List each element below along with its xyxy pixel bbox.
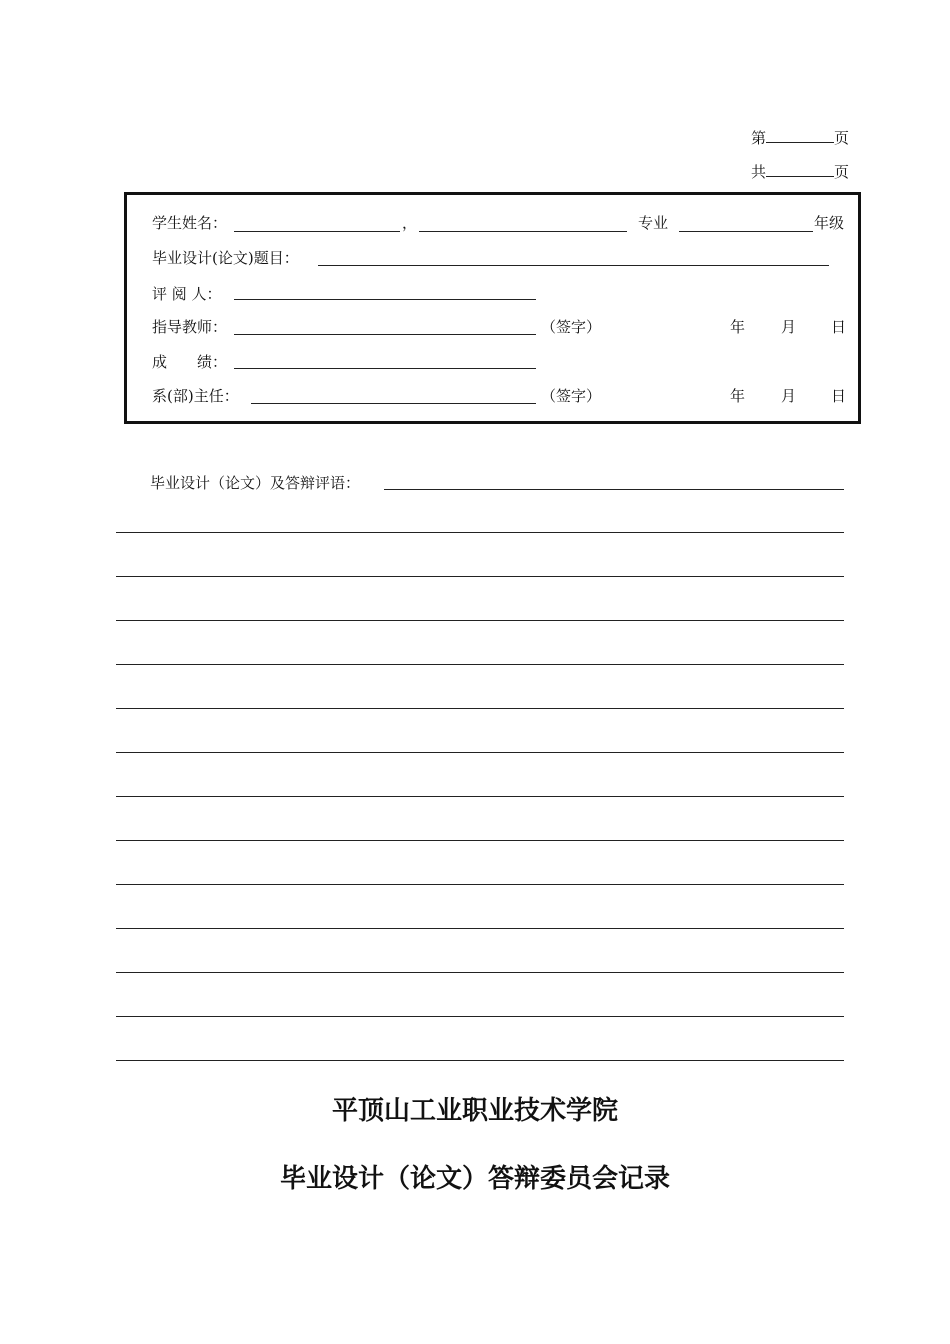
page-total-prefix: 共: [751, 163, 767, 181]
comment-line[interactable]: [116, 1060, 844, 1061]
student-id-field[interactable]: [419, 231, 627, 232]
major-field[interactable]: [679, 231, 813, 232]
advisor-label: 指导教师：: [152, 318, 228, 336]
major-label: 专业: [638, 214, 669, 232]
comments-label: 毕业设计（论文）及答辩评语：: [150, 474, 361, 492]
comment-line[interactable]: [116, 972, 844, 973]
record-title: 毕业设计（论文）答辩委员会记录: [279, 1164, 670, 1194]
advisor-day-label: 日: [831, 318, 847, 336]
thesis-title-field[interactable]: [318, 265, 829, 266]
comment-line[interactable]: [116, 1016, 844, 1017]
score-field[interactable]: [234, 368, 536, 369]
page-current-prefix: 第: [751, 129, 767, 147]
comment-line[interactable]: [116, 664, 844, 665]
page-current: [751, 128, 849, 148]
student-name-field[interactable]: [234, 231, 400, 232]
school-title: 平顶山工业职业技术学院: [331, 1096, 618, 1126]
page-current-field[interactable]: [766, 128, 834, 143]
dept-head-year-label: 年: [730, 387, 746, 405]
grade-label: 年级: [814, 214, 845, 232]
thesis-title-label: 毕业设计(论文)题目：: [152, 249, 299, 267]
comment-line[interactable]: [116, 796, 844, 797]
advisor-year-label: 年: [730, 318, 746, 336]
reviewer-label: 评 阅 人：: [152, 285, 222, 303]
page-total-field[interactable]: [766, 162, 834, 177]
advisor-signature-label: （签字）: [541, 318, 602, 336]
dept-head-month-label: 月: [781, 387, 797, 405]
page-total-suffix: 页: [834, 163, 850, 181]
comment-line[interactable]: [116, 620, 844, 621]
dept-head-label: 系(部)主任：: [152, 387, 239, 405]
comment-line[interactable]: [116, 576, 844, 577]
comment-line[interactable]: [116, 708, 844, 709]
reviewer-field[interactable]: [234, 299, 536, 300]
dept-head-day-label: 日: [831, 387, 847, 405]
dept-head-signature-label: （签字）: [541, 387, 602, 405]
comment-line[interactable]: [116, 752, 844, 753]
advisor-field[interactable]: [234, 334, 536, 335]
comment-line[interactable]: [116, 532, 844, 533]
dept-head-field[interactable]: [251, 403, 536, 404]
page-total: [751, 162, 849, 182]
page-current-suffix: 页: [834, 129, 850, 147]
comment-line[interactable]: [116, 840, 844, 841]
comments-first-line[interactable]: [384, 489, 844, 490]
score-label: 成 绩：: [152, 353, 228, 371]
student-name-label: 学生姓名：: [152, 214, 228, 232]
comment-line[interactable]: [116, 928, 844, 929]
comment-line[interactable]: [116, 884, 844, 885]
comma: ，: [402, 214, 418, 232]
advisor-month-label: 月: [781, 318, 797, 336]
